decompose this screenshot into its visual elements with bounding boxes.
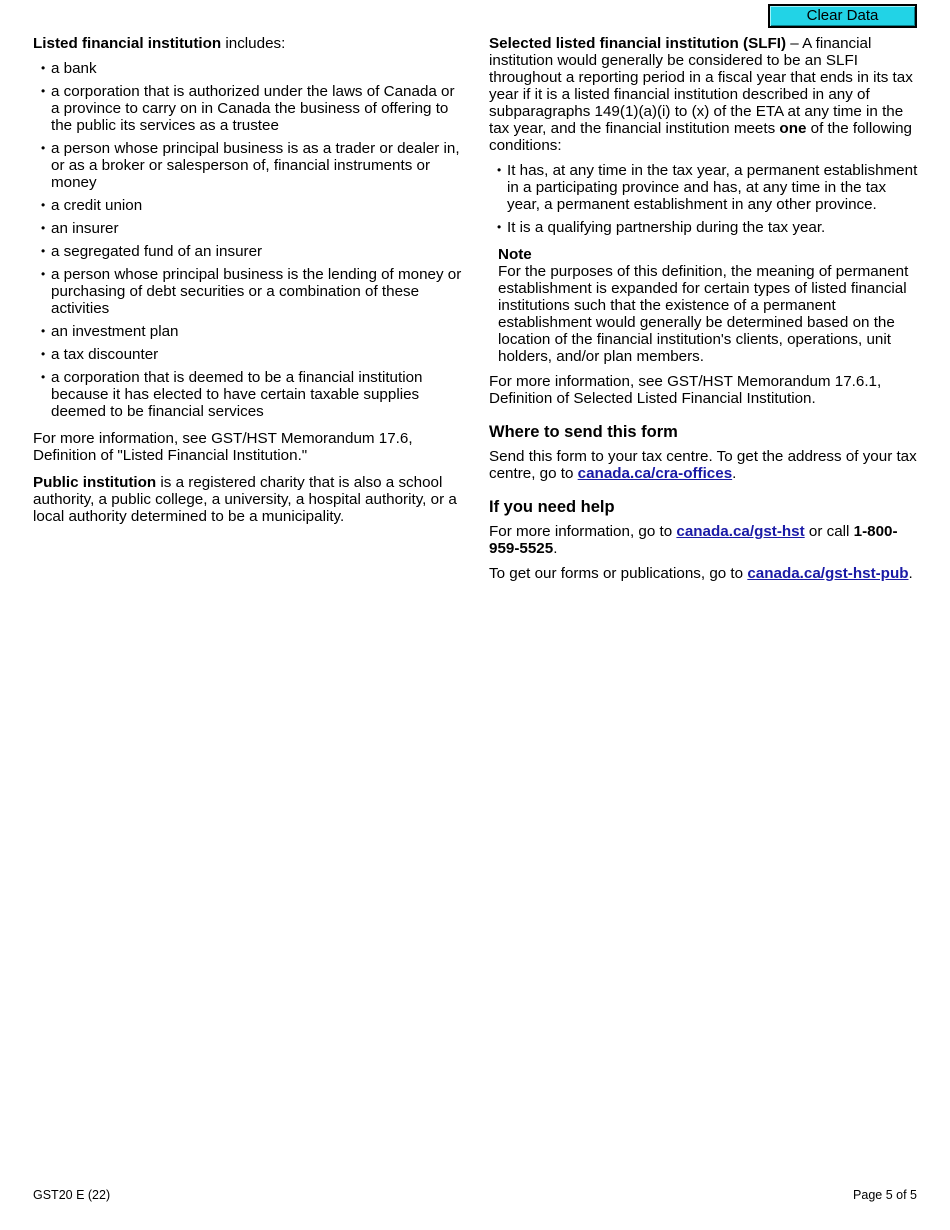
slfi-conditions-list xyxy=(489,162,919,236)
list-item: • a person whose principal business is the lending of money or purchasing of debt securities or a combination of these activities xyxy=(41,266,462,317)
pubs-text: To get our forms or publications, go to canada.ca/gst-hst-pub. xyxy=(489,565,913,582)
list-item: • It has, at any time in the tax year, a permanent establishment in a participating province and has, at any time in the tax year, a permanent establishment in any other province. xyxy=(497,162,918,213)
gst-hst-pub-link[interactable]: canada.ca/gst-hst-pub xyxy=(747,565,909,582)
lfi-more-info: For more information, see GST/HST Memorandum 17.6, Definition of "Listed Financial Institution." xyxy=(33,430,413,464)
list-item: • a credit union xyxy=(41,197,143,214)
slfi-definition: Selected listed financial institution (SLFI) – A financial institution would generally be considered to be an SLFI throughout a reporting period in a fiscal year that ends in its tax year if it is a listed financial institution described in any of subparagraphs 149(1)(a)(i) to (x) of the ETA at any time in the tax year, and the financial institution meets one of the following conditions: xyxy=(489,35,913,154)
slfi-term: Selected listed financial institution (SLFI) xyxy=(489,35,787,52)
right-column xyxy=(489,35,919,582)
list-item: • an investment plan xyxy=(41,323,179,340)
gst-hst-link[interactable]: canada.ca/gst-hst xyxy=(676,523,805,540)
list-item: • a tax discounter xyxy=(41,346,159,363)
note-text: For the purposes of this definition, the meaning of permanent establishment is expanded for certain types of listed financial institutions such that the existence of a permanent establishment would generally be determined based on the location of the financial institution's clients, operations, unit holders, and/or plan members. xyxy=(498,263,909,365)
help-text: For more information, go to canada.ca/gst-hst or call 1-800-959-5525. xyxy=(489,523,898,557)
list-item: • a person whose principal business is as a trader or dealer in, or as a broker or salesperson of, financial instruments or money xyxy=(41,140,460,191)
lfi-list xyxy=(33,60,463,420)
note-block xyxy=(498,246,919,365)
list-item: • a bank xyxy=(41,60,97,77)
page-number: Page 5 of 5 xyxy=(853,1188,917,1202)
slfi-more-info: For more information, see GST/HST Memorandum 17.6.1, Definition of Selected Listed Financial Institution. xyxy=(489,373,882,407)
cra-offices-link[interactable]: canada.ca/cra-offices xyxy=(577,465,733,482)
form-id: GST20 E (22) xyxy=(33,1188,111,1202)
list-item: • a corporation that is authorized under the laws of Canada or a province to carry on in Canada the business of offering to the public its services as a trustee xyxy=(41,83,455,134)
list-item: • a corporation that is deemed to be a financial institution because it has elected to have certain taxable supplies deemed to be financial services xyxy=(41,369,423,420)
note-heading: Note xyxy=(498,246,532,263)
public-term: Public institution xyxy=(33,474,157,491)
send-text: Send this form to your tax centre. To get the address of your tax centre, go to canada.ca/cra-offices. xyxy=(489,448,917,482)
public-institution-definition: Public institution is a registered charity that is also a school authority, a public college, a university, a hospital authority, or a local authority determined to be a municipality. xyxy=(33,474,457,525)
clear-data-button[interactable]: Clear Data xyxy=(768,4,917,28)
help-heading: If you need help xyxy=(489,498,615,516)
lfi-term: Listed financial institution xyxy=(33,35,222,52)
left-column xyxy=(33,35,463,525)
help-phone: 1-800-959-5525 xyxy=(489,523,898,557)
list-item: • an insurer xyxy=(41,220,119,237)
lfi-definition: Listed financial institution includes: xyxy=(33,35,286,52)
list-item: • a segregated fund of an insurer xyxy=(41,243,263,260)
list-item: • It is a qualifying partnership during the tax year. xyxy=(497,219,826,236)
send-heading: Where to send this form xyxy=(489,423,678,441)
